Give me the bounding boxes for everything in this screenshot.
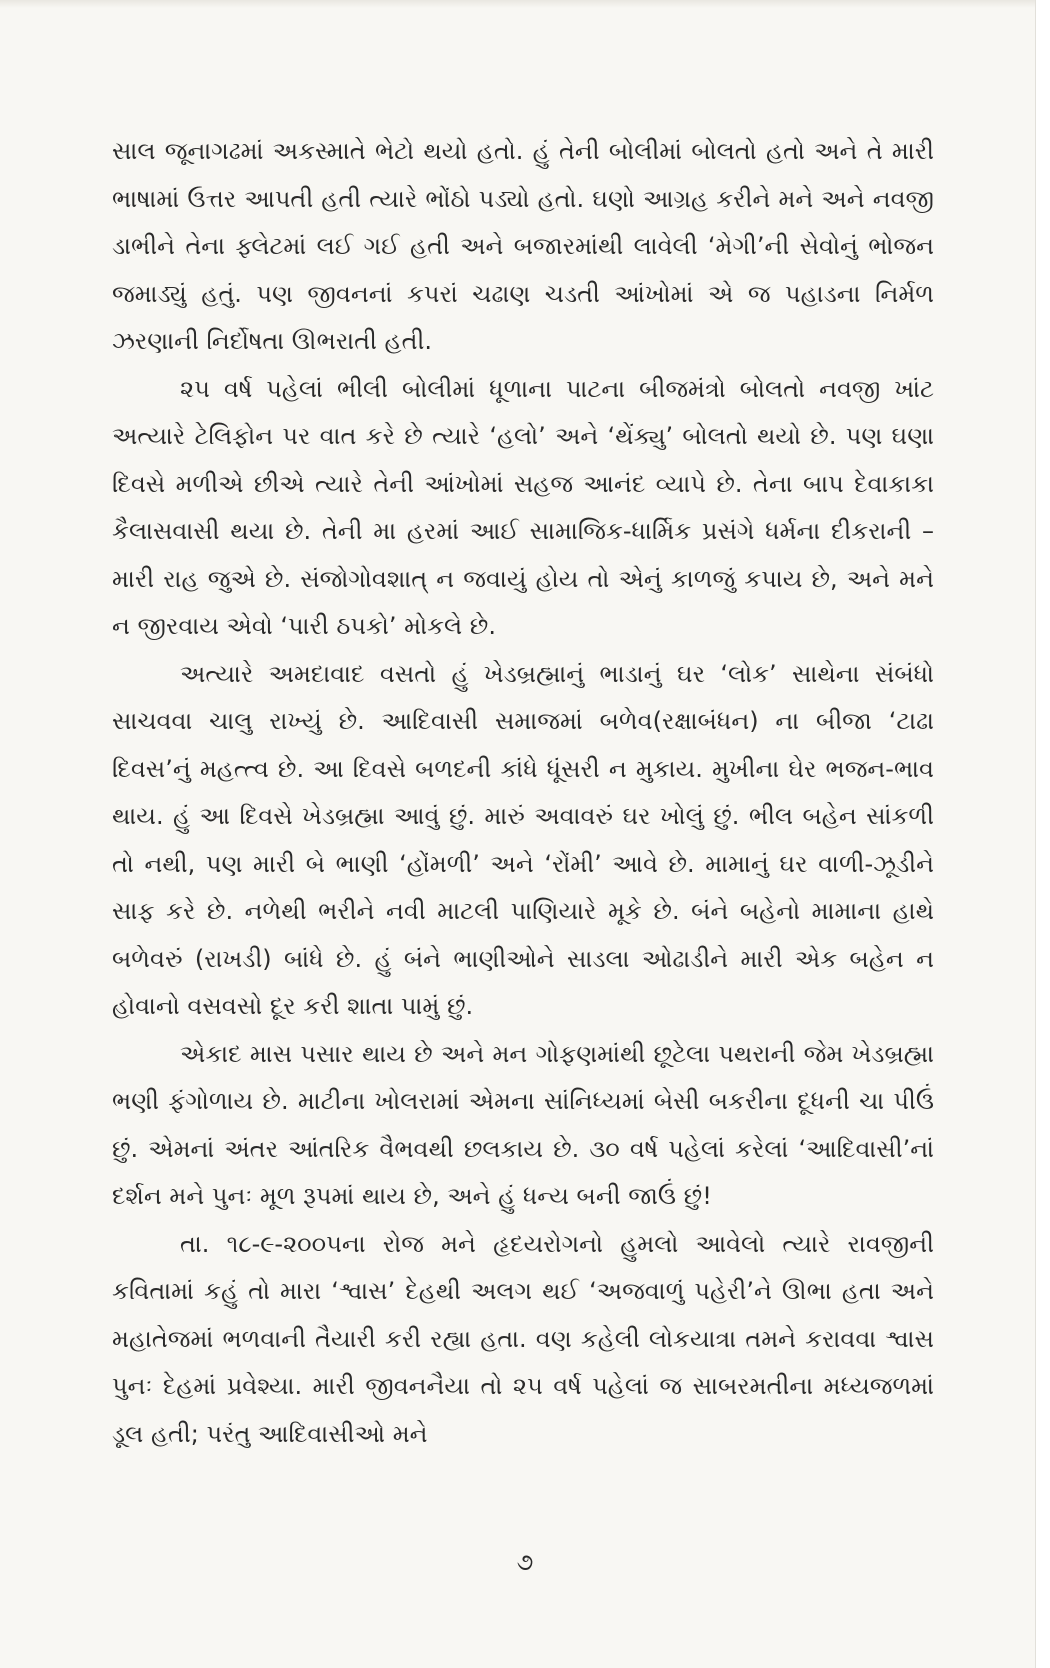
paragraph-5: તા. ૧૮-૯-૨૦૦૫ના રોજ મને હૃદયરોગનો હુમલો આવેલો ત્યારે રાવજીની કવિતામાં કહું તો મારા ‘શ્વાસ’ દેહથી અલગ થઈ ‘અજવાળું પહેરી’ને ઊભા હતા અને મહાતેજમાં ભળવાની તૈયારી કરી રહ્યા હતા. વણ કહેલી લોકયાત્રા તમને કરાવવા શ્વાસ પુનઃ દેહમાં પ્રવેશ્યા. મારી જીવનનૈયા તો ૨૫ વર્ષ પહેલાં જ સાબરમતીના મધ્યજળમાં ડૂલ હતી; પરંતુ આદિવાસીઓ મને bbox=[112, 1229, 934, 1448]
paragraph-2: ૨૫ વર્ષ પહેલાં ભીલી બોલીમાં ધૂળાના પાટના બીજમંત્રો બોલતો નવજી ખાંટ અત્યારે ટેલિફોન પર વાત કરે છે ત્યારે ‘હલો’ અને ‘થેંક્યુ’ બોલતો થયો છે. પણ ઘણા દિવસે મળીએ છીએ ત્યારે તેની આંખોમાં સહજ આનંદ વ્યાપે છે. તેના બાપ દેવાકાકા કૈલાસવાસી થયા છે. તેની મા હરમાં આઈ સામાજિક-ધાર્મિક પ્રસંગે ધર્મના દીકરાની – મારી રાહ જુએ છે. સંજોગોવશાત્ ન જવાયું હોય તો એનું કાળજું કપાય છે, અને મને ન જીરવાય એવો ‘પારી ઠપકો’ મોકલે છે. bbox=[112, 374, 934, 640]
paragraph-4: એકાદ માસ પસાર થાય છે અને મન ગોફણમાંથી છૂટેલા પથરાની જેમ ખેડબ્રહ્મા ભણી ફંગોળાય છે. માટીના ખોલરામાં એમના સાંનિધ્યમાં બેસી બકરીના દૂધની ચા પીઉં છું. એમનાં અંતર આંતરિક વૈભવથી છલકાય છે. ૩૦ વર્ષ પહેલાં કરેલાં ‘આદિવાસી’નાં દર્શન મને પુનઃ મૂળ રૂપમાં થાય છે, અને હું ધન્ય બની જાઉં છું! bbox=[112, 1039, 934, 1210]
paragraph-3: અત્યારે અમદાવાદ વસતો હું ખેડબ્રહ્માનું ભાડાનું ઘર ‘લોક’ સાથેના સંબંધો સાચવવા ચાલુ રાખ્યું છે. આદિવાસી સમાજમાં બળેવ(રક્ષાબંધન) ના બીજા ‘ટાઢા દિવસ’નું મહત્ત્વ છે. આ દિવસે બળદની કાંધે ધૂંસરી ન મુકાય. મુખીના ઘેર ભજન-ભાવ થાય. હું આ દિવસે ખેડબ્રહ્મા આવું છું. મારું અવાવરું ઘર ખોલું છું. ભીલ બહેન સાંકળી તો નથી, પણ મારી બે ભાણી ‘હોંમળી’ અને ‘રોંમી’ આવે છે. મામાનું ઘર વાળી-ઝૂડીને સાફ કરે છે. નળેથી ભરીને નવી માટલી પાણિયારે મૂકે છે. બંને બહેનો મામાના હાથે બળેવરું (રાખડી) બાંધે છે. હું બંને ભાણીઓને સાડલા ઓઢાડીને મારી એક બહેન ન હોવાનો વસવસો દૂર કરી શાતા પામું છું. bbox=[112, 659, 934, 1020]
body-text bbox=[112, 128, 934, 1458]
page-top-edge bbox=[0, 0, 1050, 8]
page-number: ૭ bbox=[516, 1548, 534, 1576]
paragraph-1: સાલ જૂનાગઢમાં અકસ્માતે ભેટો થયો હતો. હું તેની બોલીમાં બોલતો હતો અને તે મારી ભાષામાં ઉત્તર આપતી હતી ત્યારે ભોંઠો પડ્યો હતો. ઘણો આગ્રહ કરીને મને અને નવજી ડાભીને તેના ફ્લેટમાં લઈ ગઈ હતી અને બજારમાંથી લાવેલી ‘મેગી’ની સેવોનું ભોજન જમાડ્યું હતું. પણ જીવનનાં કપરાં ચઢાણ ચડતી આંખોમાં એ જ પહાડના નિર્મળ ઝરણાની નિર્દોષતા ઊભરાતી હતી. bbox=[112, 137, 934, 355]
page-right-edge bbox=[1035, 0, 1050, 1668]
